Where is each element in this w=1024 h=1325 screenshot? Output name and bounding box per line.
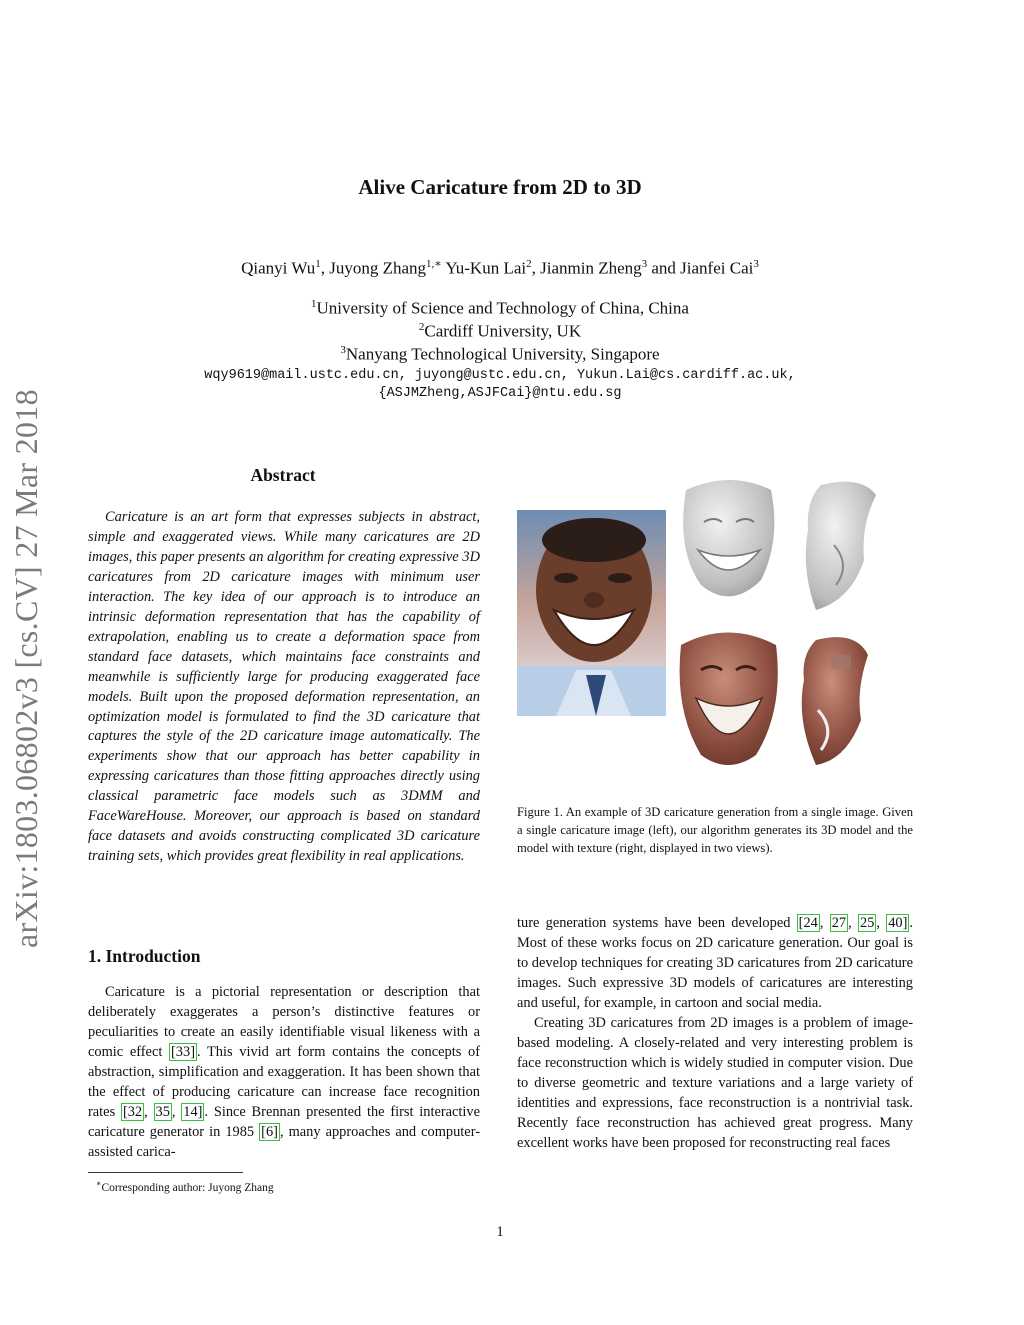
citation-link[interactable]: 35 [155, 1104, 170, 1120]
figure-1-caption: Figure 1. An example of 3D caricature generation from a single image. Given a single caricature image (left), our algorithm generates its 3D model and the model with texture (right, displayed in two views). [517, 805, 913, 855]
author: Jianfei Cai [680, 258, 754, 278]
footnote-rule [88, 1172, 243, 1173]
section-heading-introduction: 1. Introduction [88, 946, 201, 966]
right-paragraph-1: ture generation systems have been developed [24 , 27 , 25 , 40] . Most of these works focus on 2D caricature generation. Our goal is to develop techniques for creating 3D caricatures from 2D caricature images. Such expressive 3D models of caricatures are interesting and useful, for example, in cartoon and social media. [517, 915, 914, 1011]
affiliation-2: $^2$Cardiff University, UK [418, 321, 582, 341]
caricature-image [517, 510, 666, 716]
citation-link[interactable]: 27 [831, 915, 847, 931]
citation-link[interactable]: [6] [261, 1124, 278, 1140]
affiliation-1: $^1$University of Science and Technology of China, China [311, 298, 689, 318]
3d-model-front [683, 480, 774, 596]
figure-1 [516, 470, 916, 780]
arxiv-sidebar-stamp: arXiv:1803.06802v3 [cs.CV] 27 Mar 2018 [8, 389, 44, 948]
email-line-1: wqy9619@mail.ustc.edu.cn, juyong@ustc.edu.cn, Yukun.Lai@cs.cardiff.ac.uk, [204, 368, 796, 383]
citation-link[interactable]: 40] [888, 915, 908, 931]
author: Jianmin Zheng [540, 258, 642, 278]
citation-link[interactable]: [24 [798, 915, 818, 931]
3d-textured-side [802, 637, 868, 765]
author: Juyong Zhang [329, 258, 427, 278]
citation-link[interactable]: 14] [183, 1104, 203, 1120]
abstract-heading: Abstract [250, 465, 316, 485]
affiliation-3: $^3$Nanyang Technological University, Singapore [340, 344, 660, 364]
citation-link[interactable]: [32 [122, 1104, 143, 1120]
author: Yu-Kun Lai [445, 258, 527, 278]
abstract-text: Caricature is an art form that expresses subjects in abstract, simple and exaggerated views. While many caricatures are 2D images, this paper presents an algorithm for creating expressive 3D caricatures from 2D caricature images with minimum user interaction. The key idea of our approach is to introduce an intrinsic deformation representation that has the capability of extrapolation, enabling us to create a deformation space from standard face datasets, which maintains face constraints and meanwhile is sufficiently large for producing exaggerated face models. Built upon the proposed deformation representation, an optimization model is formulated to find the 3D caricature that captures the style of the 2D caricature image automatically. The experiments show that our approach has better capability in expressing caricatures than those fitting approaches directly using classical parametric face models such as 3DMM and FaceWareHouse. Moreover, our approach is based on standard face datasets and avoids constructing complicated 3D caricature training sets, which provides great flexibility in real applications. [88, 509, 480, 865]
author: Qianyi Wu [241, 258, 316, 278]
3d-textured-front [680, 633, 778, 766]
figure-illustration [516, 470, 916, 780]
right-column-text [517, 913, 913, 1153]
page-number: 1 [496, 1224, 504, 1240]
citation-link[interactable]: [33] [171, 1044, 195, 1060]
footnote: ∗Corresponding author: Juyong Zhang [96, 1179, 274, 1194]
author-list: Qianyi Wu$^1$, Juyong Zhang$^{1,∗}$ Yu-Kun Lai$^2$, Jianmin Zheng$^3$ and Jianfei Cai$^3$ [241, 258, 759, 278]
3d-model-side [806, 482, 876, 610]
paper-title: Alive Caricature from 2D to 3D [358, 175, 642, 199]
introduction-text: Caricature is a pictorial representation or description that deliberately exaggerates a person’s distinctive features or peculiarities to create an easily identifiable visual likeness with a comic effect [33] . This vivid art form contains the concepts of abstraction, simplification and exaggeration. It has been shown that the effect of producing caricature can increase face recognition rates [32 , 35 , 14] . Since Brennan presented the first interactive caricature generator in 1985 [6] , many approaches and computer-assisted carica- [88, 984, 481, 1160]
right-paragraph-2: Creating 3D caricatures from 2D images is a problem of image-based modeling. A closely-related and very interesting problem is face reconstruction which is widely studied in computer vision. Due to diverse geometric and texture variations and a large variety of identities and expressions, face reconstruction is a nontrivial task. Recently face reconstruction has achieved great progress. Many excellent works have been proposed for reconstructing real faces [517, 1015, 913, 1151]
citation-link[interactable]: 25 [859, 915, 875, 931]
email-line-2: {ASJMZheng,ASJFCai}@ntu.edu.sg [378, 386, 622, 401]
